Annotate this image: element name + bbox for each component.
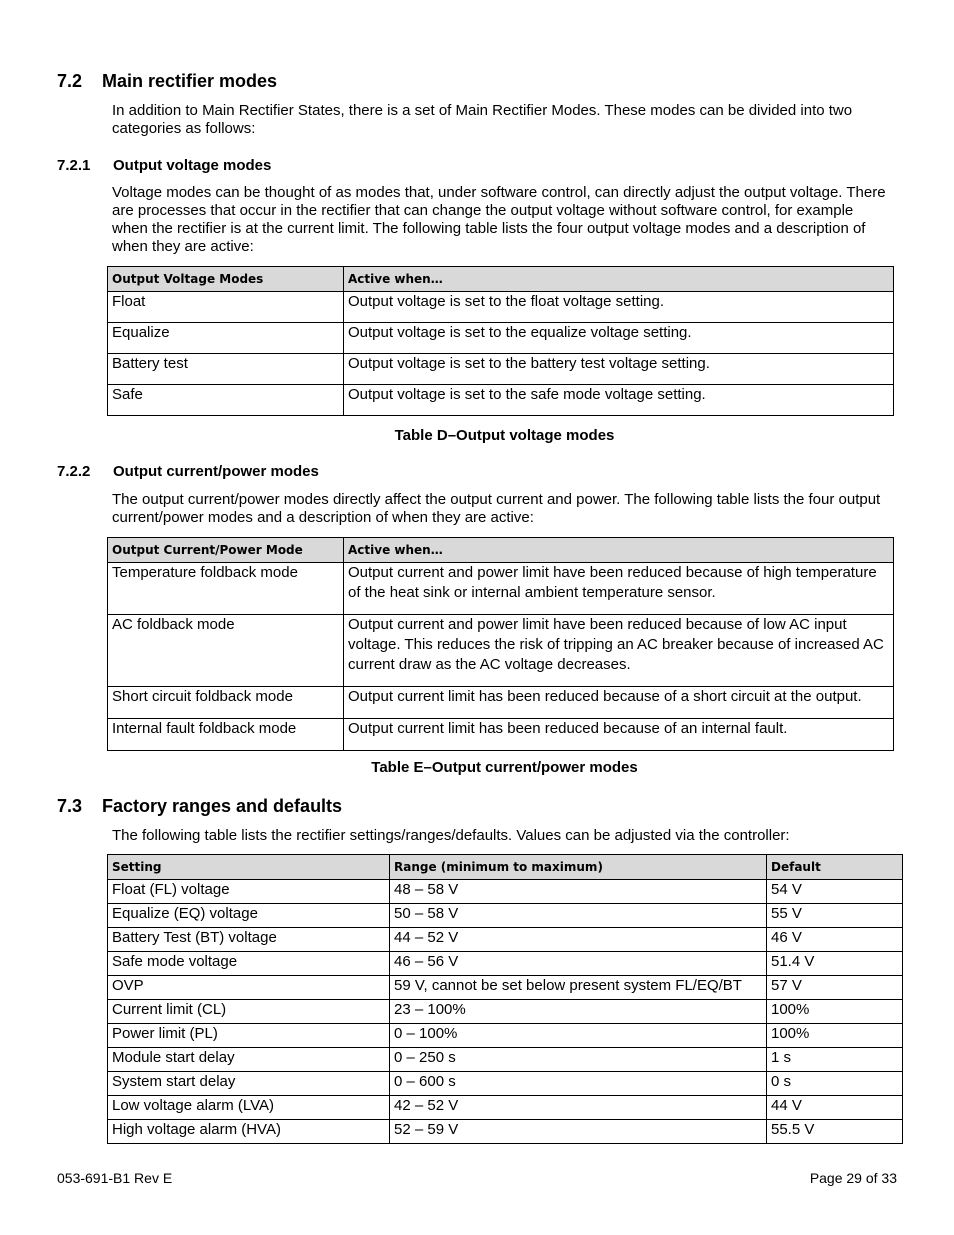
setting-cell: Float (FL) voltage	[108, 880, 390, 904]
column-header: Setting	[108, 855, 390, 880]
section-7-2-heading	[57, 71, 277, 92]
default-cell: 55.5 V	[767, 1120, 903, 1144]
table-e-caption: Table E–Output current/power modes	[371, 759, 638, 776]
table-row	[108, 687, 894, 719]
range-cell: 42 – 52 V	[390, 1096, 767, 1120]
active-cell: Output current limit has been reduced because of an internal fault.	[344, 719, 894, 751]
setting-cell: Low voltage alarm (LVA)	[108, 1096, 390, 1120]
table-header-row	[108, 267, 894, 292]
table-row	[108, 928, 903, 952]
default-cell: 54 V	[767, 880, 903, 904]
section-title: Output current/power modes	[113, 463, 319, 480]
table-row	[108, 615, 894, 687]
section-7-2-2-heading	[57, 463, 319, 480]
column-header: Output Voltage Modes	[108, 267, 344, 292]
section-number: 7.2.1	[57, 157, 91, 174]
range-cell: 0 – 100%	[390, 1024, 767, 1048]
setting-cell: Module start delay	[108, 1048, 390, 1072]
default-cell: 1 s	[767, 1048, 903, 1072]
setting-cell: High voltage alarm (HVA)	[108, 1120, 390, 1144]
mode-cell: Equalize	[108, 323, 344, 354]
table-row	[108, 354, 894, 385]
section-title: Factory ranges and defaults	[102, 796, 343, 816]
section-7-3-intro: The following table lists the rectifier settings/ranges/defaults. Values can be adjusted via the controller:	[112, 827, 790, 844]
table-row	[108, 292, 894, 323]
range-cell: 59 V, cannot be set below present system FL/EQ/BT	[390, 976, 767, 1000]
mode-cell: Internal fault foldback mode	[108, 719, 344, 751]
table-row	[108, 1024, 903, 1048]
column-header: Range (minimum to maximum)	[390, 855, 767, 880]
default-cell: 44 V	[767, 1096, 903, 1120]
active-cell: Output current and power limit have been reduced because of low AC input voltage. This reduces the risk of tripping an AC breaker because of increased AC current draw as the AC voltage decreases.	[344, 615, 894, 687]
table-row	[108, 385, 894, 416]
output-current-power-modes-table	[107, 537, 894, 751]
factory-ranges-table	[107, 854, 903, 1144]
table-row	[108, 1096, 903, 1120]
active-cell: Output voltage is set to the equalize voltage setting.	[344, 323, 894, 354]
table-header-row	[108, 855, 903, 880]
mode-cell: Safe	[108, 385, 344, 416]
active-cell: Output voltage is set to the float voltage setting.	[344, 292, 894, 323]
active-cell: Output current and power limit have been reduced because of high temperature of the heat sink or internal ambient temperature sensor.	[344, 563, 894, 615]
section-number: 7.2	[57, 71, 83, 91]
setting-cell: Current limit (CL)	[108, 1000, 390, 1024]
active-cell: Output voltage is set to the safe mode voltage setting.	[344, 385, 894, 416]
section-7-2-intro: In addition to Main Rectifier States, there is a set of Main Rectifier Modes. These modes can be divided into two categories as follows:	[112, 102, 853, 137]
setting-cell: Safe mode voltage	[108, 952, 390, 976]
setting-cell: Power limit (PL)	[108, 1024, 390, 1048]
table-row	[108, 1048, 903, 1072]
section-7-3-heading	[57, 796, 342, 817]
section-number: 7.3	[57, 796, 83, 816]
mode-cell: Battery test	[108, 354, 344, 385]
default-cell: 46 V	[767, 928, 903, 952]
default-cell: 55 V	[767, 904, 903, 928]
setting-cell: Equalize (EQ) voltage	[108, 904, 390, 928]
range-cell: 48 – 58 V	[390, 880, 767, 904]
table-row	[108, 1120, 903, 1144]
table-row	[108, 976, 903, 1000]
range-cell: 23 – 100%	[390, 1000, 767, 1024]
section-title: Main rectifier modes	[102, 71, 278, 91]
active-cell: Output voltage is set to the battery test voltage setting.	[344, 354, 894, 385]
range-cell: 52 – 59 V	[390, 1120, 767, 1144]
default-cell: 57 V	[767, 976, 903, 1000]
output-voltage-modes-table	[107, 266, 894, 416]
footer-doc-id: 053-691-B1 Rev E	[57, 1170, 173, 1186]
range-cell: 50 – 58 V	[390, 904, 767, 928]
setting-cell: OVP	[108, 976, 390, 1000]
footer-page-number: Page 29 of 33	[809, 1170, 897, 1186]
column-header: Default	[767, 855, 903, 880]
range-cell: 0 – 250 s	[390, 1048, 767, 1072]
column-header: Active when…	[344, 267, 894, 292]
section-7-2-1-intro: Voltage modes can be thought of as modes that, under software control, can directly adjust the output voltage. There are processes that occur in the rectifier that can change the output voltage without software control, for example when the rectifier is at the current limit. The following table lists the four output voltage modes and a description of when they are active:	[112, 184, 886, 255]
mode-cell: AC foldback mode	[108, 615, 344, 687]
table-row	[108, 1000, 903, 1024]
table-row	[108, 1072, 903, 1096]
setting-cell: Battery Test (BT) voltage	[108, 928, 390, 952]
table-row	[108, 719, 894, 751]
default-cell: 0 s	[767, 1072, 903, 1096]
mode-cell: Short circuit foldback mode	[108, 687, 344, 719]
mode-cell: Temperature foldback mode	[108, 563, 344, 615]
section-7-2-2-intro: The output current/power modes directly affect the output current and power. The following table lists the four output current/power modes and a description of when they are active:	[112, 491, 881, 526]
column-header: Output Current/Power Mode	[108, 538, 344, 563]
setting-cell: System start delay	[108, 1072, 390, 1096]
default-cell: 100%	[767, 1024, 903, 1048]
default-cell: 51.4 V	[767, 952, 903, 976]
table-row	[108, 880, 903, 904]
table-row	[108, 563, 894, 615]
section-7-2-1-heading	[57, 157, 271, 174]
table-d-caption: Table D–Output voltage modes	[394, 427, 615, 444]
table-row	[108, 323, 894, 354]
default-cell: 100%	[767, 1000, 903, 1024]
range-cell: 44 – 52 V	[390, 928, 767, 952]
range-cell: 0 – 600 s	[390, 1072, 767, 1096]
active-cell: Output current limit has been reduced because of a short circuit at the output.	[344, 687, 894, 719]
table-header-row	[108, 538, 894, 563]
column-header: Active when…	[344, 538, 894, 563]
table-row	[108, 952, 903, 976]
range-cell: 46 – 56 V	[390, 952, 767, 976]
section-title: Output voltage modes	[113, 157, 272, 174]
section-number: 7.2.2	[57, 463, 91, 480]
mode-cell: Float	[108, 292, 344, 323]
table-row	[108, 904, 903, 928]
